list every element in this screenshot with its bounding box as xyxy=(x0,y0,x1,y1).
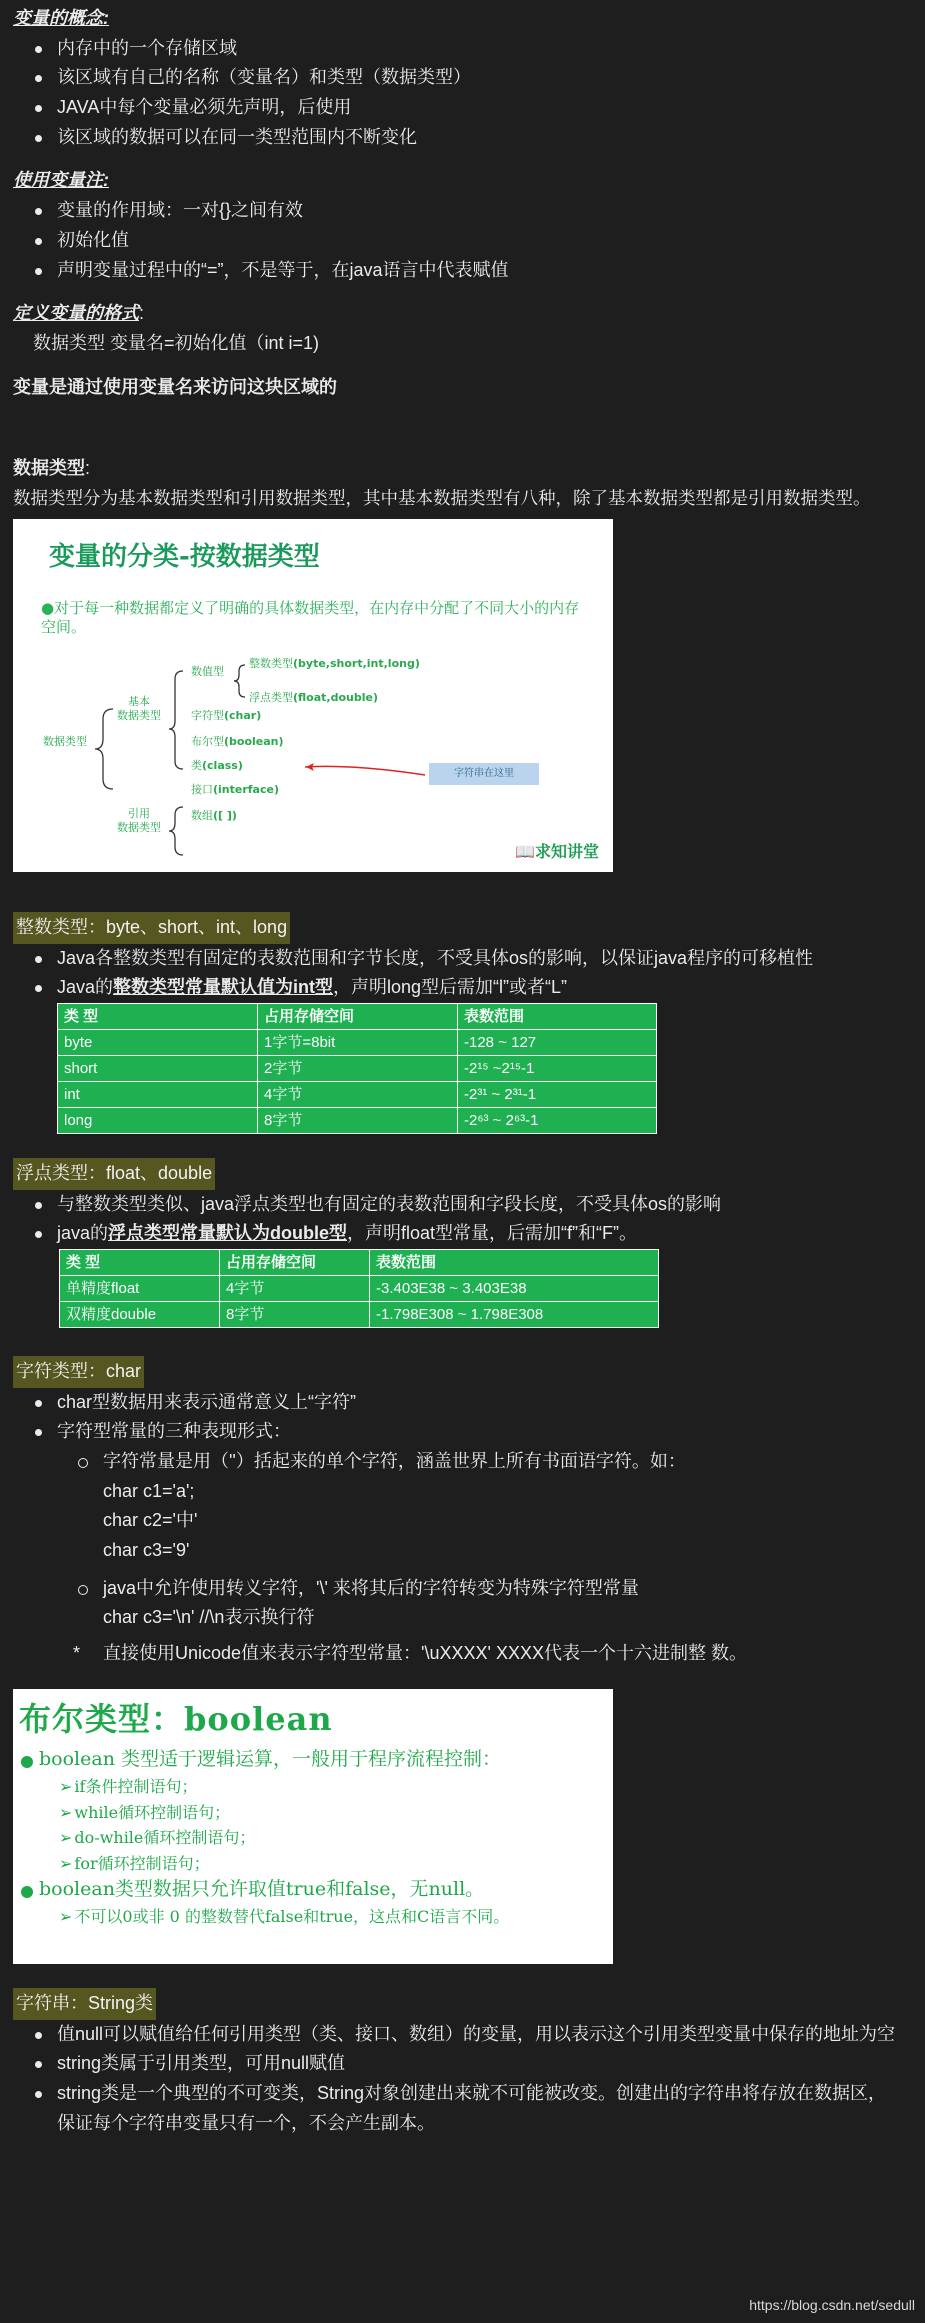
list-item: 该区域的数据可以在同一类型范围内不断变化 xyxy=(13,123,913,153)
label-root: 数据类型 xyxy=(43,734,87,748)
label-interface: 接口(interface) xyxy=(191,782,279,796)
float-table xyxy=(59,1249,659,1328)
slide-subpoint: ➢ for循环控制语句； xyxy=(59,1853,210,1873)
float-list xyxy=(13,1190,913,1249)
list-item: string类属于引用类型，可用null赋值 xyxy=(13,2049,903,2079)
define-format: 数据类型 变量名=初始化值（int i=1) xyxy=(33,332,320,353)
brand-logo: 📖求知讲堂 xyxy=(515,842,599,862)
list-item: 初始化值 xyxy=(13,226,913,256)
concept-list xyxy=(13,34,913,153)
label-basic: 基本 数据类型 xyxy=(117,694,161,722)
list-item: JAVA中每个变量必须先声明，后使用 xyxy=(13,93,913,123)
unicode-note: * 直接使用Unicode值来表示字符型常量：'\uXXXX' XXXX代表一个十六进制整 数。 xyxy=(73,1643,747,1664)
integer-list xyxy=(13,944,913,1003)
table-row: long 8字节 -2⁶³ ~ 2⁶³-1 xyxy=(58,1107,657,1133)
datatype-desc: 数据类型分为基本数据类型和引用数据类型，其中基本数据类型有八种，除了基本数据类型都是引用数据类型。 xyxy=(13,487,871,508)
char-sublist-2 xyxy=(13,1574,913,1604)
label-array: 数组([ ]) xyxy=(191,808,237,822)
list-item: Java各整数类型有固定的表数范围和字节长度，不受具体os的影响，以保证java程序的可移植性 xyxy=(13,944,913,974)
label-float: 浮点类型(float,double) xyxy=(249,690,378,704)
code-line: char c3='9' xyxy=(103,1540,190,1561)
label-class: 类(class) xyxy=(191,758,243,772)
string-heading: 字符串：String类 xyxy=(13,1988,913,2020)
table-row: short 2字节 -2¹⁵ ~2¹⁵-1 xyxy=(58,1055,657,1081)
define-heading: 定义变量的格式: xyxy=(13,303,145,324)
code-line: char c1='a'; xyxy=(103,1480,195,1501)
table-row: 双精度double 8字节 -1.798E308 ~ 1.798E308 xyxy=(60,1301,659,1327)
float-heading: 浮点类型：float、double xyxy=(13,1158,913,1190)
slide-title: 变量的分类-按数据类型 xyxy=(49,541,320,572)
list-item: 字符常量是用（''）括起来的单个字符，涵盖世界上所有书面语字符。如： xyxy=(13,1447,913,1477)
list-item: 字符型常量的三种表现形式： xyxy=(13,1417,913,1447)
slide-desc: ●对于每一种数据都定义了明确的具体数据类型，在内存中分配了不同大小的内存空间。 xyxy=(41,598,580,637)
label-bool: 布尔型(boolean) xyxy=(191,734,284,748)
integer-heading: 整数类型：byte、short、int、long xyxy=(13,912,913,944)
slide-subpoint: ➢ while循环控制语句； xyxy=(59,1802,231,1822)
code-line: char c3='\n' //\n表示换行符 xyxy=(103,1607,315,1628)
label-char: 字符型(char) xyxy=(191,708,262,722)
list-item: 值null可以赋值给任何引用类型（类、接口、数组）的变量，用以表示这个引用类型变量中保存的地址为空 xyxy=(13,2020,903,2050)
integer-table xyxy=(57,1003,657,1134)
table-row: 单精度float 4字节 -3.403E38 ~ 3.403E38 xyxy=(60,1275,659,1301)
label-ref: 引用 数据类型 xyxy=(117,806,161,834)
list-item: 与整数类型类似、java浮点类型也有固定的表数范围和字段长度，不受具体os的影响 xyxy=(13,1190,913,1220)
char-sublist-1 xyxy=(13,1447,913,1477)
slide-point: boolean类型数据只允许取值true和false，无null。 xyxy=(19,1876,607,1904)
char-list xyxy=(13,1388,913,1447)
usage-heading: 使用变量注: xyxy=(13,170,109,191)
string-list xyxy=(13,2020,913,2139)
access-note: 变量是通过使用变量名来访问这块区域的 xyxy=(13,376,337,397)
list-item: char型数据用来表示通常意义上“字符” xyxy=(13,1388,913,1418)
table-row: byte 1字节=8bit -128 ~ 127 xyxy=(58,1029,657,1055)
table-row: int 4字节 -2³¹ ~ 2³¹-1 xyxy=(58,1081,657,1107)
table-header-row: 类 型 占用存储空间 表数范围 xyxy=(58,1003,657,1029)
code-line: char c2='中' xyxy=(103,1510,198,1531)
boolean-image xyxy=(13,1689,613,1964)
list-item: string类是一个典型的不可变类，String对象创建出来就不可能被改变。创建出的字符串将存放在数据区，保证每个字符串变量只有一个，不会产生副本。 xyxy=(13,2079,903,2138)
label-integer: 整数类型(byte,short,int,long) xyxy=(249,656,420,670)
list-item: 该区域有自己的名称（变量名）和类型（数据类型） xyxy=(13,63,913,93)
list-item: 变量的作用域：一对{}之间有效 xyxy=(13,196,913,226)
usage-list xyxy=(13,196,913,285)
char-heading: 字符类型：char xyxy=(13,1356,913,1388)
list-item: 声明变量过程中的“=”，不是等于，在java语言中代表赋值 xyxy=(13,256,913,286)
label-numeric: 数值型 xyxy=(191,664,224,678)
list-item: java中允许使用转义字符，'\' 来将其后的字符转变为特殊字符型常量 xyxy=(13,1574,913,1604)
slide-subpoint: ➢ 不可以0或非 0 的整数替代false和true，这点和C语言不同。 xyxy=(59,1906,510,1926)
table-header-row: 类 型 占用存储空间 表数范围 xyxy=(60,1249,659,1275)
concept-heading: 变量的概念: xyxy=(13,8,109,28)
source-url: https://blog.csdn.net/sedull xyxy=(749,2296,915,2313)
slide-subpoint: ➢ do-while循环控制语句； xyxy=(59,1828,256,1848)
string-note: 字符串在这里 xyxy=(429,763,539,785)
slide-point: boolean 类型适于逻辑运算，一般用于程序流程控制： xyxy=(19,1746,607,1774)
slide-subpoint: ➢ if条件控制语句； xyxy=(59,1776,198,1796)
list-item: java的浮点类型常量默认为double型，声明float型常量，后需加“f”和“F”。 xyxy=(13,1219,913,1249)
list-item: Java的整数类型常量默认值为int型，声明long型后需加“l”或者“L” xyxy=(13,973,913,1003)
datatype-heading: 数据类型: xyxy=(13,458,91,479)
datatype-classification-image xyxy=(13,519,613,872)
list-item: 内存中的一个存储区域 xyxy=(13,34,913,64)
slide-title: 布尔类型：boolean xyxy=(19,1699,333,1738)
